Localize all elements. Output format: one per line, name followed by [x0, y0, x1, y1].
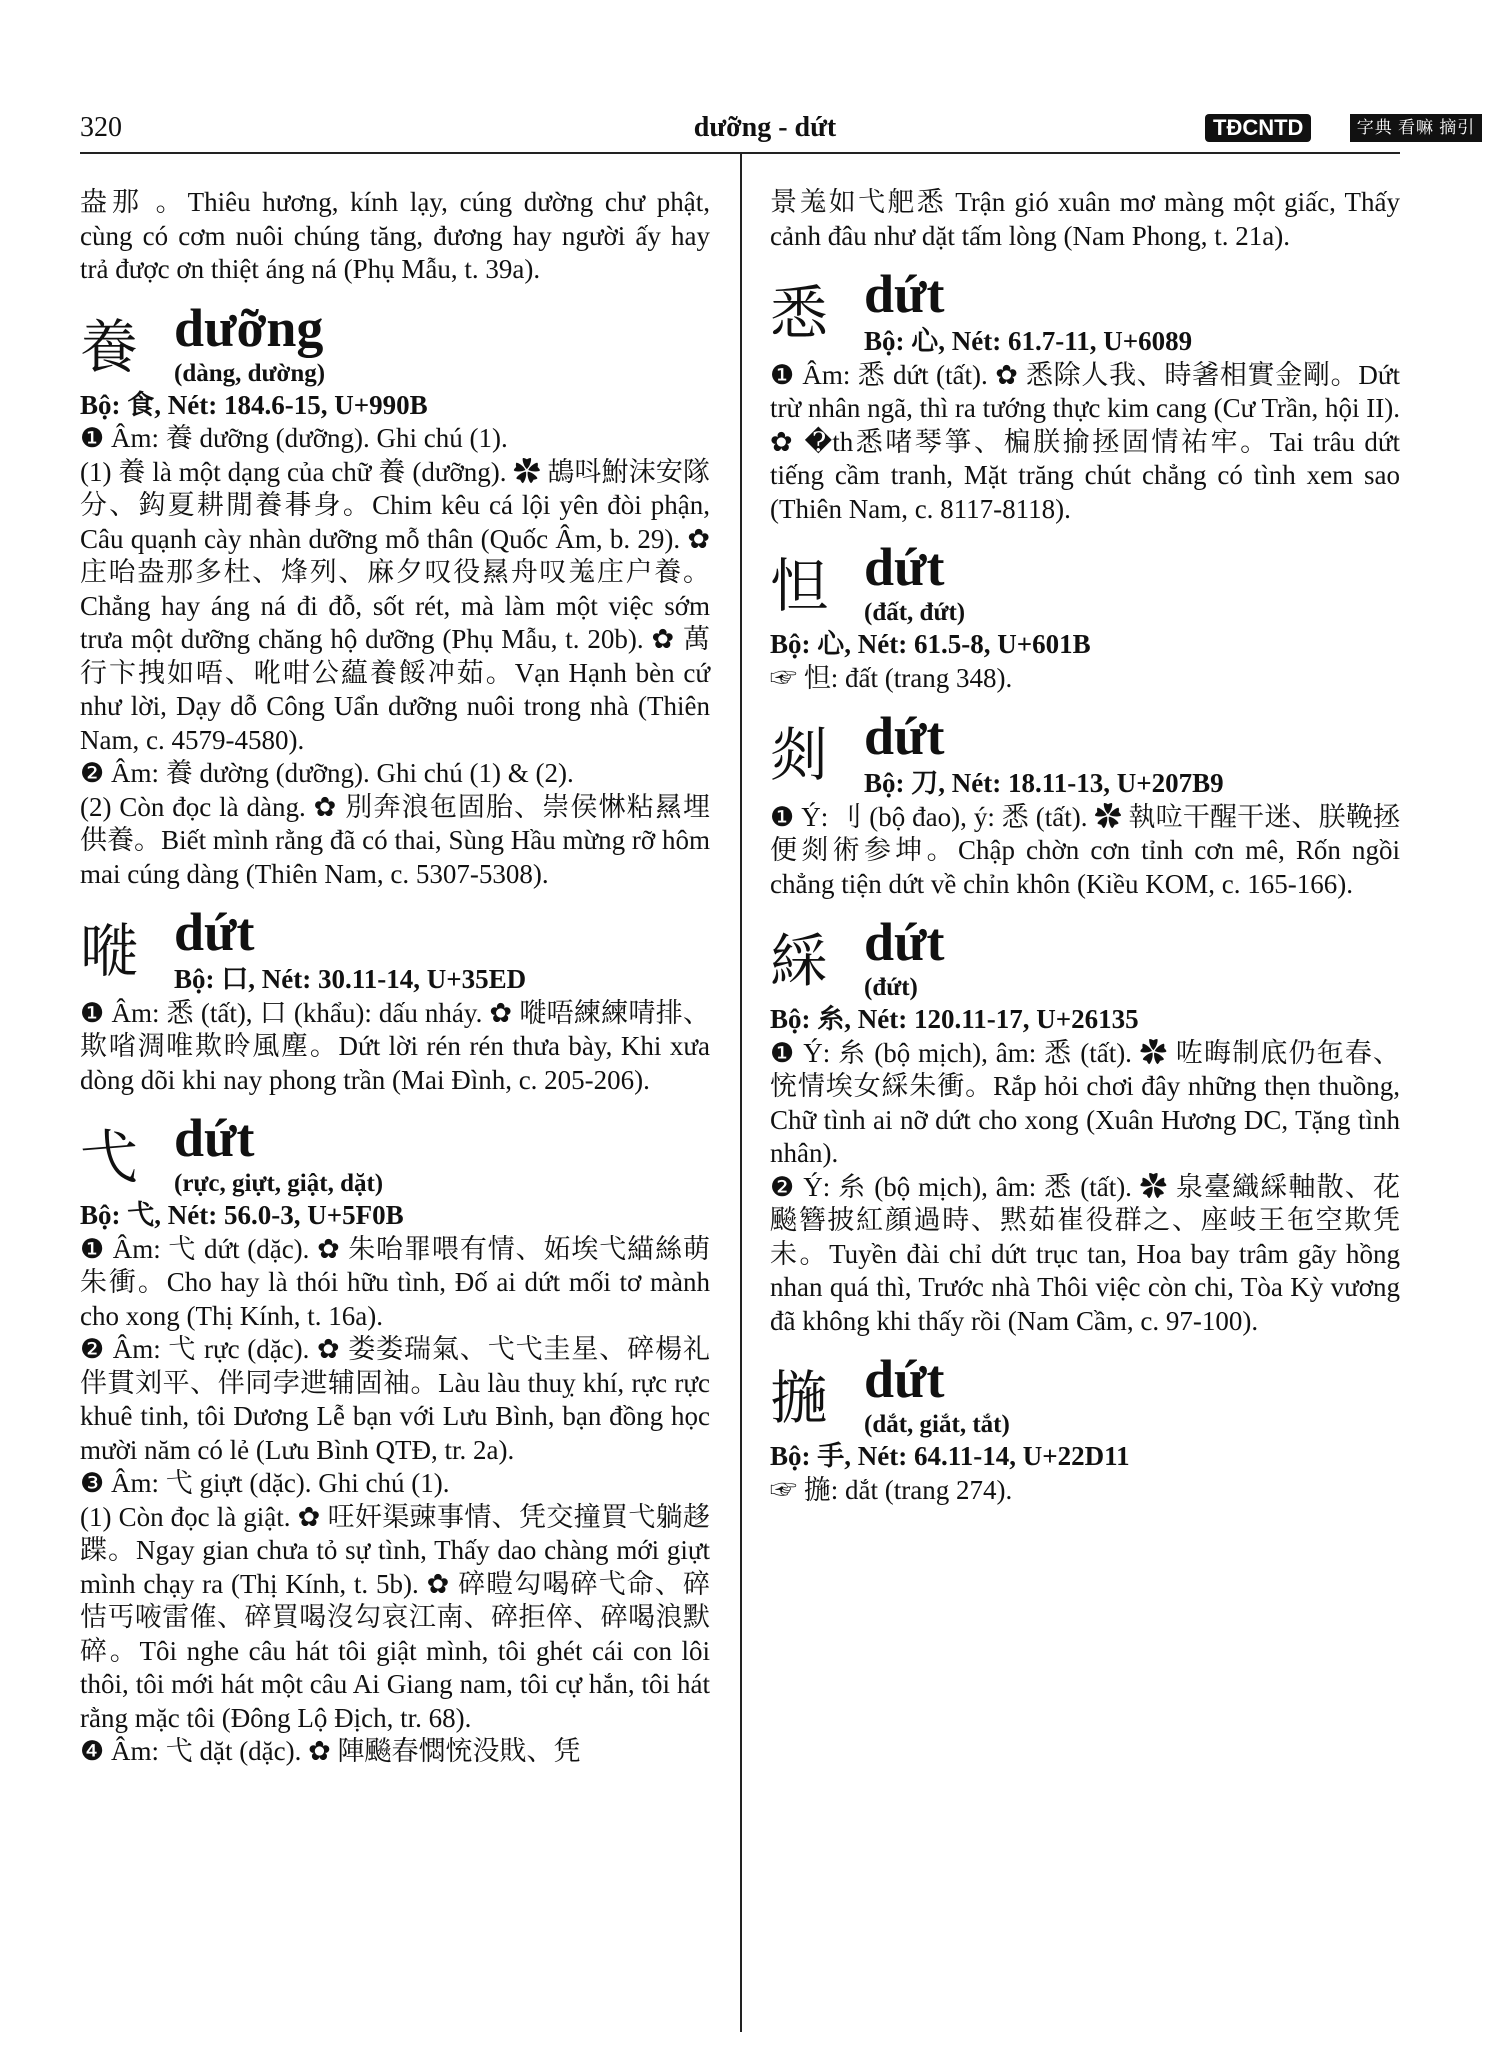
entry-radical-info: Bộ: 糸, Nét: 120.11-17, U+26135 [770, 1004, 1139, 1034]
entry-character: 綵 [770, 927, 829, 995]
entry-cross-reference: ☞ 揓: dắt (trang 274). [770, 1474, 1013, 1505]
entry-sense: ❷ Âm: 弋 rực (dặc). ✿ 娄娄瑞氣、弋弋圭星、碎楊礼伴貫刘平、伴同孛迣辅固䄂。Làu làu thuỵ khí, rực rực khuê tinh, tôi Dương Lễ bạn với Lưu Bình, bạn đồng học mười năm có lẻ (Lưu Bình QTĐ, tr. 2a). [80, 1334, 710, 1465]
page-header [80, 110, 1476, 150]
entry-alternates: (đất, đứt) [864, 599, 966, 626]
entry-sense: ❷ Âm: 養 dường (dưỡng). Ghi chú (1) & (2). [80, 758, 574, 788]
entry-radical-info: Bộ: 手, Nét: 64.11-14, U+22D11 [770, 1441, 1130, 1471]
entry-sense: ❸ Âm: 弋 giựt (dặc). Ghi chú (1). [80, 1468, 450, 1498]
running-title: dưỡng - dứt [693, 112, 837, 143]
continuation-text: 景羗如弋舥悉 Trận gió xuân mơ màng một giấc, Thấy cảnh đâu như dặt tấm lòng (Nam Phong, t. 21a). [770, 187, 1400, 251]
entry-character: 嘥 [80, 917, 139, 985]
entry-sense: ❶ Ý: 糸 (bộ mịch), âm: 悉 (tất). ✿ 咗晦制底仍㐌春、㤝情埃女綵朱衝。Rắp hỏi chơi đây những thẹn thuồng, Chữ tình ai nỡ dứt cho xong (Xuân Hương DC, Tặng tình nhân). [770, 1037, 1400, 1168]
entry-radical-info: Bộ: 心, Nét: 61.5-8, U+601B [770, 629, 1091, 659]
entry-sense: ❶ Âm: 悉 (tất), 口 (khẩu): dấu nháy. ✿ 嘥唔練練啨排、欺㗂淍唯欺昤風塵。Dứt lời rén rén thưa bày, Khi xưa dòng dõi khi nay phong trần (Mai Đình, c. 205-206). [80, 997, 710, 1095]
entry-alternates: (đứt) [864, 974, 918, 1001]
entry-note: (1) 養 là một dạng của chữ 養 (dưỡng). ✿ 鴣呌鮒沫安隊分、鈎夏耕閒養朞身。Chim kêu cá lội yên đòi phận, Câu quạnh cày nhàn dưỡng mỗ thân (Quốc Âm, b. 29). ✿ 庄咍盎那多杜、烽列、麻夕叹役㬎舟叹羗庄户養。Chẳng hay áng ná đi đỗ, sốt rét, mà làm một việc sớm trưa một dưỡng chăng hộ dưỡng (Phụ Mẫu, t. 20b). ✿ 萬行卞拽如唔、吪咁公藴養餒冲茹。Vạn Hạnh bèn cứ như lời, Dạy dỗ Công Uẩn dưỡng nuôi trong nhà (Thiên Nam, c. 4579-4580). [80, 456, 710, 755]
entry-character: 弋 [80, 1123, 139, 1191]
entry-headword: dứt [864, 537, 945, 597]
entry-dut-4 [770, 536, 1400, 695]
entry-alternates: (dắt, giắt, tắt) [864, 1411, 1010, 1438]
entry-radical-info: Bộ: 口, Nét: 30.11-14, U+35ED [174, 964, 527, 994]
entry-headword: dứt [864, 706, 945, 766]
entry-headword: dứt [864, 264, 945, 324]
entry-radical-info: Bộ: 食, Nét: 184.6-15, U+990B [80, 389, 428, 420]
entry-alternates: (rực, giựt, giật, dặt) [174, 1170, 384, 1197]
entry-headword: dứt [174, 902, 255, 962]
entry-character: 剡 [770, 721, 829, 789]
entry-headword: dứt [864, 1349, 945, 1409]
entry-dut-3 [770, 263, 1400, 526]
right-column [770, 186, 1400, 1507]
entry-dut-6 [770, 911, 1400, 1338]
continuation-text: 盎那 。Thiêu hương, kính lạy, cúng dường chư phật, cùng có cơm nuôi chúng tăng, đương hay người ấy hay trả được ơn thiệt áng ná (Phụ Mẫu, t. 39a). [80, 187, 710, 284]
entry-sense: ❶ Ý: 刂 (bộ đao), ý: 悉 (tất). ✿ 執㕸干醒干迷、朕鞔拯便剡術参坤。Chập chờn cơn tỉnh cơn mê, Rốn ngồi chẳng tiện dứt về chỉn khôn (Kiều KOM, c. 165-166). [770, 801, 1400, 899]
entry-duong [80, 297, 710, 892]
entry-headword: dứt [174, 1108, 255, 1168]
page-number: 320 [80, 112, 122, 143]
entry-note: (2) Còn đọc là dàng. ✿ 別奔浪㐌固胎、崇侯惏粘㬎埋供養。Biết mình rằng đã có thai, Sùng Hầu mừng rỡ hôm mai cúng dàng (Thiên Nam, c. 5307-5308). [80, 791, 710, 889]
entry-character: 揓 [770, 1364, 829, 1432]
entry-cross-reference: ☞ 怛: đất (trang 348). [770, 662, 1013, 693]
entry-radical-info: Bộ: 刀, Nét: 18.11-13, U+207B9 [864, 768, 1224, 798]
entry-dut-7 [770, 1348, 1400, 1507]
entry-headword: dưỡng [174, 297, 324, 358]
entry-radical-info: Bộ: 弋, Nét: 56.0-3, U+5F0B [80, 1200, 404, 1230]
entry-dut-5 [770, 705, 1400, 901]
entry-character: 悉 [770, 279, 829, 347]
entry-sense: ❷ Ý: 糸 (bộ mịch), âm: 悉 (tất). ✿ 泉臺織綵軸散、花飈簪披紅顔過時、黙茹崔役群之、座岐王㐌空欺凭未。Tuyền đài chỉ dứt trục tan, Hoa bay trâm gãy hồng nhan quá thì, Trước nhà Thôi việc còn chi, Tòa Kỳ vương đã không khi thấy rồi (Nam Cầm, c. 97-100). [770, 1171, 1400, 1336]
entry-sense: ❶ Âm: 弋 dứt (dặc). ✿ 朱咍罪喂有情、妬埃弋緢絲萌朱衝。Cho hay là thói hữu tình, Đố ai dứt mối tơ mành cho xong (Thị Kính, t. 16a). [80, 1233, 710, 1331]
entry-sense: ❶ Âm: 悉 dứt (tất). ✿ 悉除人我、時㸙相實金剛。Dứt trừ nhân ngã, thì ra tướng thực kim cang (Cư Trần, hội II). ✿ �th悉啫琴箏、楄朕揄拯固情祐牢。Tai trâu dứt tiếng cầm tranh, Mặt trăng chút chẳng có tình xem sao (Thiên Nam, c. 8117-8118). [770, 359, 1400, 524]
entry-sense: ❶ Âm: 養 dưỡng (dưỡng). Ghi chú (1). [80, 423, 508, 453]
entry-character: 養 [80, 312, 139, 381]
entry-dut-2 [80, 1107, 710, 1769]
entry-radical-info: Bộ: 心, Nét: 61.7-11, U+6089 [864, 326, 1193, 356]
entry-dut-1 [80, 901, 710, 1097]
column-divider [740, 152, 742, 2032]
entry-character: 怛 [770, 552, 829, 620]
entry-headword: dứt [864, 912, 945, 972]
publisher-logo: TĐCNTD [1205, 114, 1311, 142]
entry-alternates: (dàng, dường) [174, 359, 326, 387]
entry-note: (1) Còn đọc là giật. ✿ 㕵奸渠䜹事情、凭交撞買弋躺趍蹀。Ngay gian chưa tỏ sự tình, Thấy dao chàng mới giựt mình chạy ra (Thị Kính, t. 5b). ✿ 碎暟勾喝碎弋命、碎恄丐㖡雷傕、碎買喝沒勾哀江南、碎拒倅、碎喝浪默碎。Tôi nghe câu hát tôi giật mình, tôi ghét cái con lôi thôi, tôi mới hát một câu Ai Giang nam, tôi cự hắn, tôi hát rằng mặc tôi (Đông Lộ Địch, tr. 68). [80, 1501, 710, 1733]
entry-sense: ❹ Âm: 弋 dặt (dặc). ✿ 陣飈春㦖㤝没戝、凭 [80, 1736, 581, 1766]
left-column [80, 186, 710, 1769]
dictionary-seal-logo: 字典 看嘛 摘引 [1350, 114, 1482, 142]
